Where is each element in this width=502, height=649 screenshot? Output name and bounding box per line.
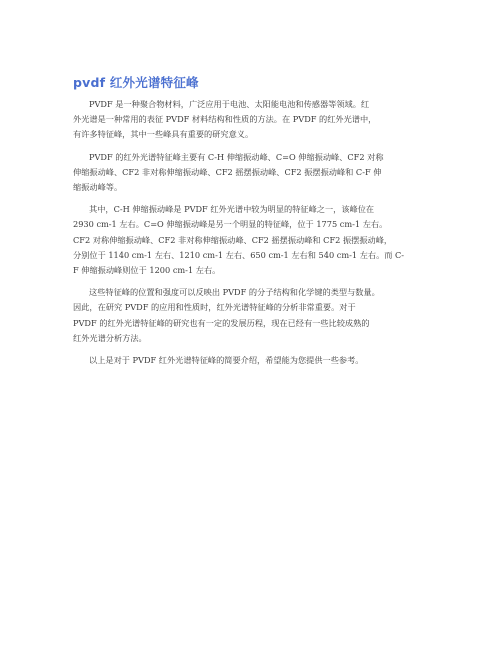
paragraph-line: 分别位于 1140 cm-1 左右、1210 cm-1 左右、650 cm-1 左右和 540 cm-1 左右。而 C- — [73, 249, 405, 260]
paragraph-line: 缩振动峰等。 — [73, 182, 123, 193]
paragraph-line: PVDF 是一种聚合物材料，广泛应用于电池、太阳能电池和传感器等领域。红 — [89, 99, 370, 109]
paragraph-line: F 伸缩振动峰则位于 1200 cm-1 左右。 — [73, 265, 221, 276]
paragraph-line: CF2 对称伸缩振动峰、CF2 非对称伸缩振动峰、CF2 摇摆振动峰和 CF2 振摆振动峰， — [73, 234, 393, 245]
paragraph-3 — [73, 202, 433, 278]
paragraph-line: 2930 cm-1 左右。C=O 伸缩振动峰是另一个明显的特征峰，位于 1775 cm-1 左右。 — [73, 219, 388, 230]
paragraph-line: 因此，在研究 PVDF 的应用和性质时，红外光谱特征峰的分析非常重要。对于 — [73, 302, 356, 313]
document-body — [73, 97, 433, 375]
paragraph-5 — [73, 353, 433, 368]
paragraph-line: 外光谱是一种常用的表征 PVDF 材料结构和性质的方法。在 PVDF 的红外光谱中， — [73, 114, 377, 125]
paragraph-line: PVDF 的红外光谱特征峰主要有 C-H 伸缩振动峰、C=O 伸缩振动峰、CF2 对称 — [89, 151, 384, 162]
paragraph-line: 有许多特征峰，其中一些峰具有重要的研究意义。 — [73, 129, 254, 140]
paragraph-line: PVDF 的红外光谱特征峰的研究也有一定的发展历程，现在已经有一些比较成熟的 — [73, 317, 370, 328]
paragraph-line: 以上是对于 PVDF 红外光谱特征峰的简要介绍，希望能为您提供一些参考。 — [89, 355, 364, 366]
paragraph-2 — [73, 150, 433, 196]
paragraph-4 — [73, 285, 433, 346]
paragraph-line: 伸缩振动峰、CF2 非对称伸缩振动峰、CF2 摇摆振动峰、CF2 振摆振动峰和 C-F 伸 — [73, 166, 382, 177]
paragraph-1 — [73, 97, 433, 143]
document-title: pvdf 红外光谱特征峰 — [73, 75, 199, 90]
paragraph-line: 红外光谱分析方法。 — [73, 332, 147, 343]
paragraph-line: 其中，C-H 伸缩振动峰是 PVDF 红外光谱中较为明显的特征峰之一，该峰位在 — [89, 204, 375, 215]
paragraph-line: 这些特征峰的位置和强度可以反映出 PVDF 的分子结构和化学键的类型与数量。 — [89, 287, 380, 298]
